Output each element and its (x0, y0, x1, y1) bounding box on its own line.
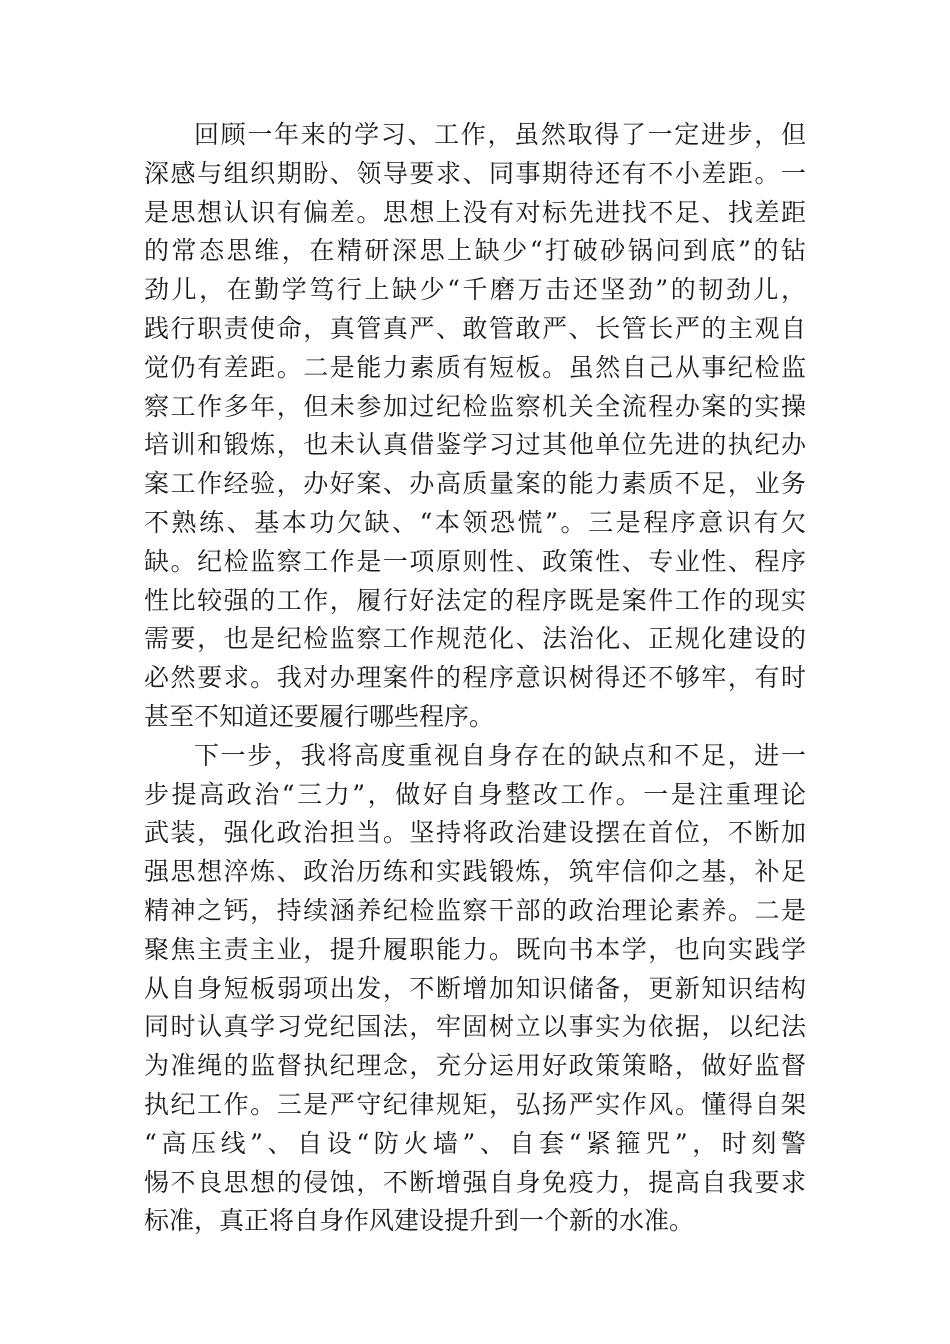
text-line: 从自身短板弱项出发，不断增加知识储备，更新知识结构 (144, 973, 806, 1003)
text-line: 标准，真正将自身作风建设提升到一个新的水准。 (144, 1206, 695, 1236)
text-line: 必然要求。我对办理案件的程序意识树得还不够牢，有时 (144, 663, 806, 693)
text-line: 执纪工作。三是严守纪律规矩，弘扬严实作风。懂得自架 (144, 1089, 806, 1119)
text-line: 精神之钙，持续涵养纪检监察干部的政治理论素养。二是 (144, 895, 806, 925)
text-line: 惕不良思想的侵蚀，不断增强自身免疫力，提高自我要求 (144, 1167, 806, 1197)
text-line: 需要，也是纪检监察工作规范化、法治化、正规化建设的 (144, 624, 806, 654)
text-line: 下一步，我将高度重视自身存在的缺点和不足，进一 (194, 740, 806, 770)
document-body (144, 116, 806, 1241)
text-line: 缺。纪检监察工作是一项原则性、政策性、专业性、程序 (144, 546, 806, 576)
text-line: “高压线”、自设“防火墙”、自套“紧箍咒”，时刻警 (144, 1128, 806, 1158)
text-line: 案工作经验，办好案、办高质量案的能力素质不足，业务 (144, 469, 806, 499)
text-line: 是思想认识有偏差。思想上没有对标先进找不足、找差距 (144, 197, 806, 227)
text-line: 武装，强化政治担当。坚持将政治建设摆在首位，不断加 (144, 818, 806, 848)
paragraph (144, 737, 806, 1241)
text-line: 觉仍有差距。二是能力素质有短板。虽然自己从事纪检监 (144, 352, 806, 382)
text-line: 回顾一年来的学习、工作，虽然取得了一定进步，但 (194, 120, 806, 149)
text-line: 劲儿，在勤学笃行上缺少“千磨万击还坚劲”的韧劲儿， (144, 275, 806, 305)
text-line: 深感与组织期盼、领导要求、同事期待还有不小差距。一 (144, 158, 806, 188)
text-line: 的常态思维，在精研深思上缺少“打破砂锅问到底”的钻 (144, 236, 806, 266)
text-line: 同时认真学习党纪国法，牢固树立以事实为依据，以纪法 (144, 1012, 806, 1042)
text-line: 不熟练、基本功欠缺、“本领恐慌”。三是程序意识有欠 (144, 507, 806, 537)
text-line: 践行职责使命，真管真严、敢管敢严、长管长严的主观自 (144, 313, 806, 343)
text-line: 察工作多年，但未参加过纪检监察机关全流程办案的实操 (144, 391, 806, 421)
paragraph (144, 116, 806, 737)
text-line: 强思想淬炼、政治历练和实践锻炼，筑牢信仰之基，补足 (144, 857, 806, 887)
text-line: 为准绳的监督执纪理念，充分运用好政策策略，做好监督 (144, 1051, 806, 1081)
text-line: 甚至不知道还要履行哪些程序。 (144, 701, 495, 731)
text-line: 培训和锻炼，也未认真借鉴学习过其他单位先进的执纪办 (144, 430, 806, 460)
text-line: 步提高政治“三力”，做好自身整改工作。一是注重理论 (144, 779, 806, 809)
text-line: 聚焦主责主业，提升履职能力。既向书本学，也向实践学 (144, 934, 806, 964)
text-line: 性比较强的工作，履行好法定的程序既是案件工作的现实 (144, 585, 806, 615)
